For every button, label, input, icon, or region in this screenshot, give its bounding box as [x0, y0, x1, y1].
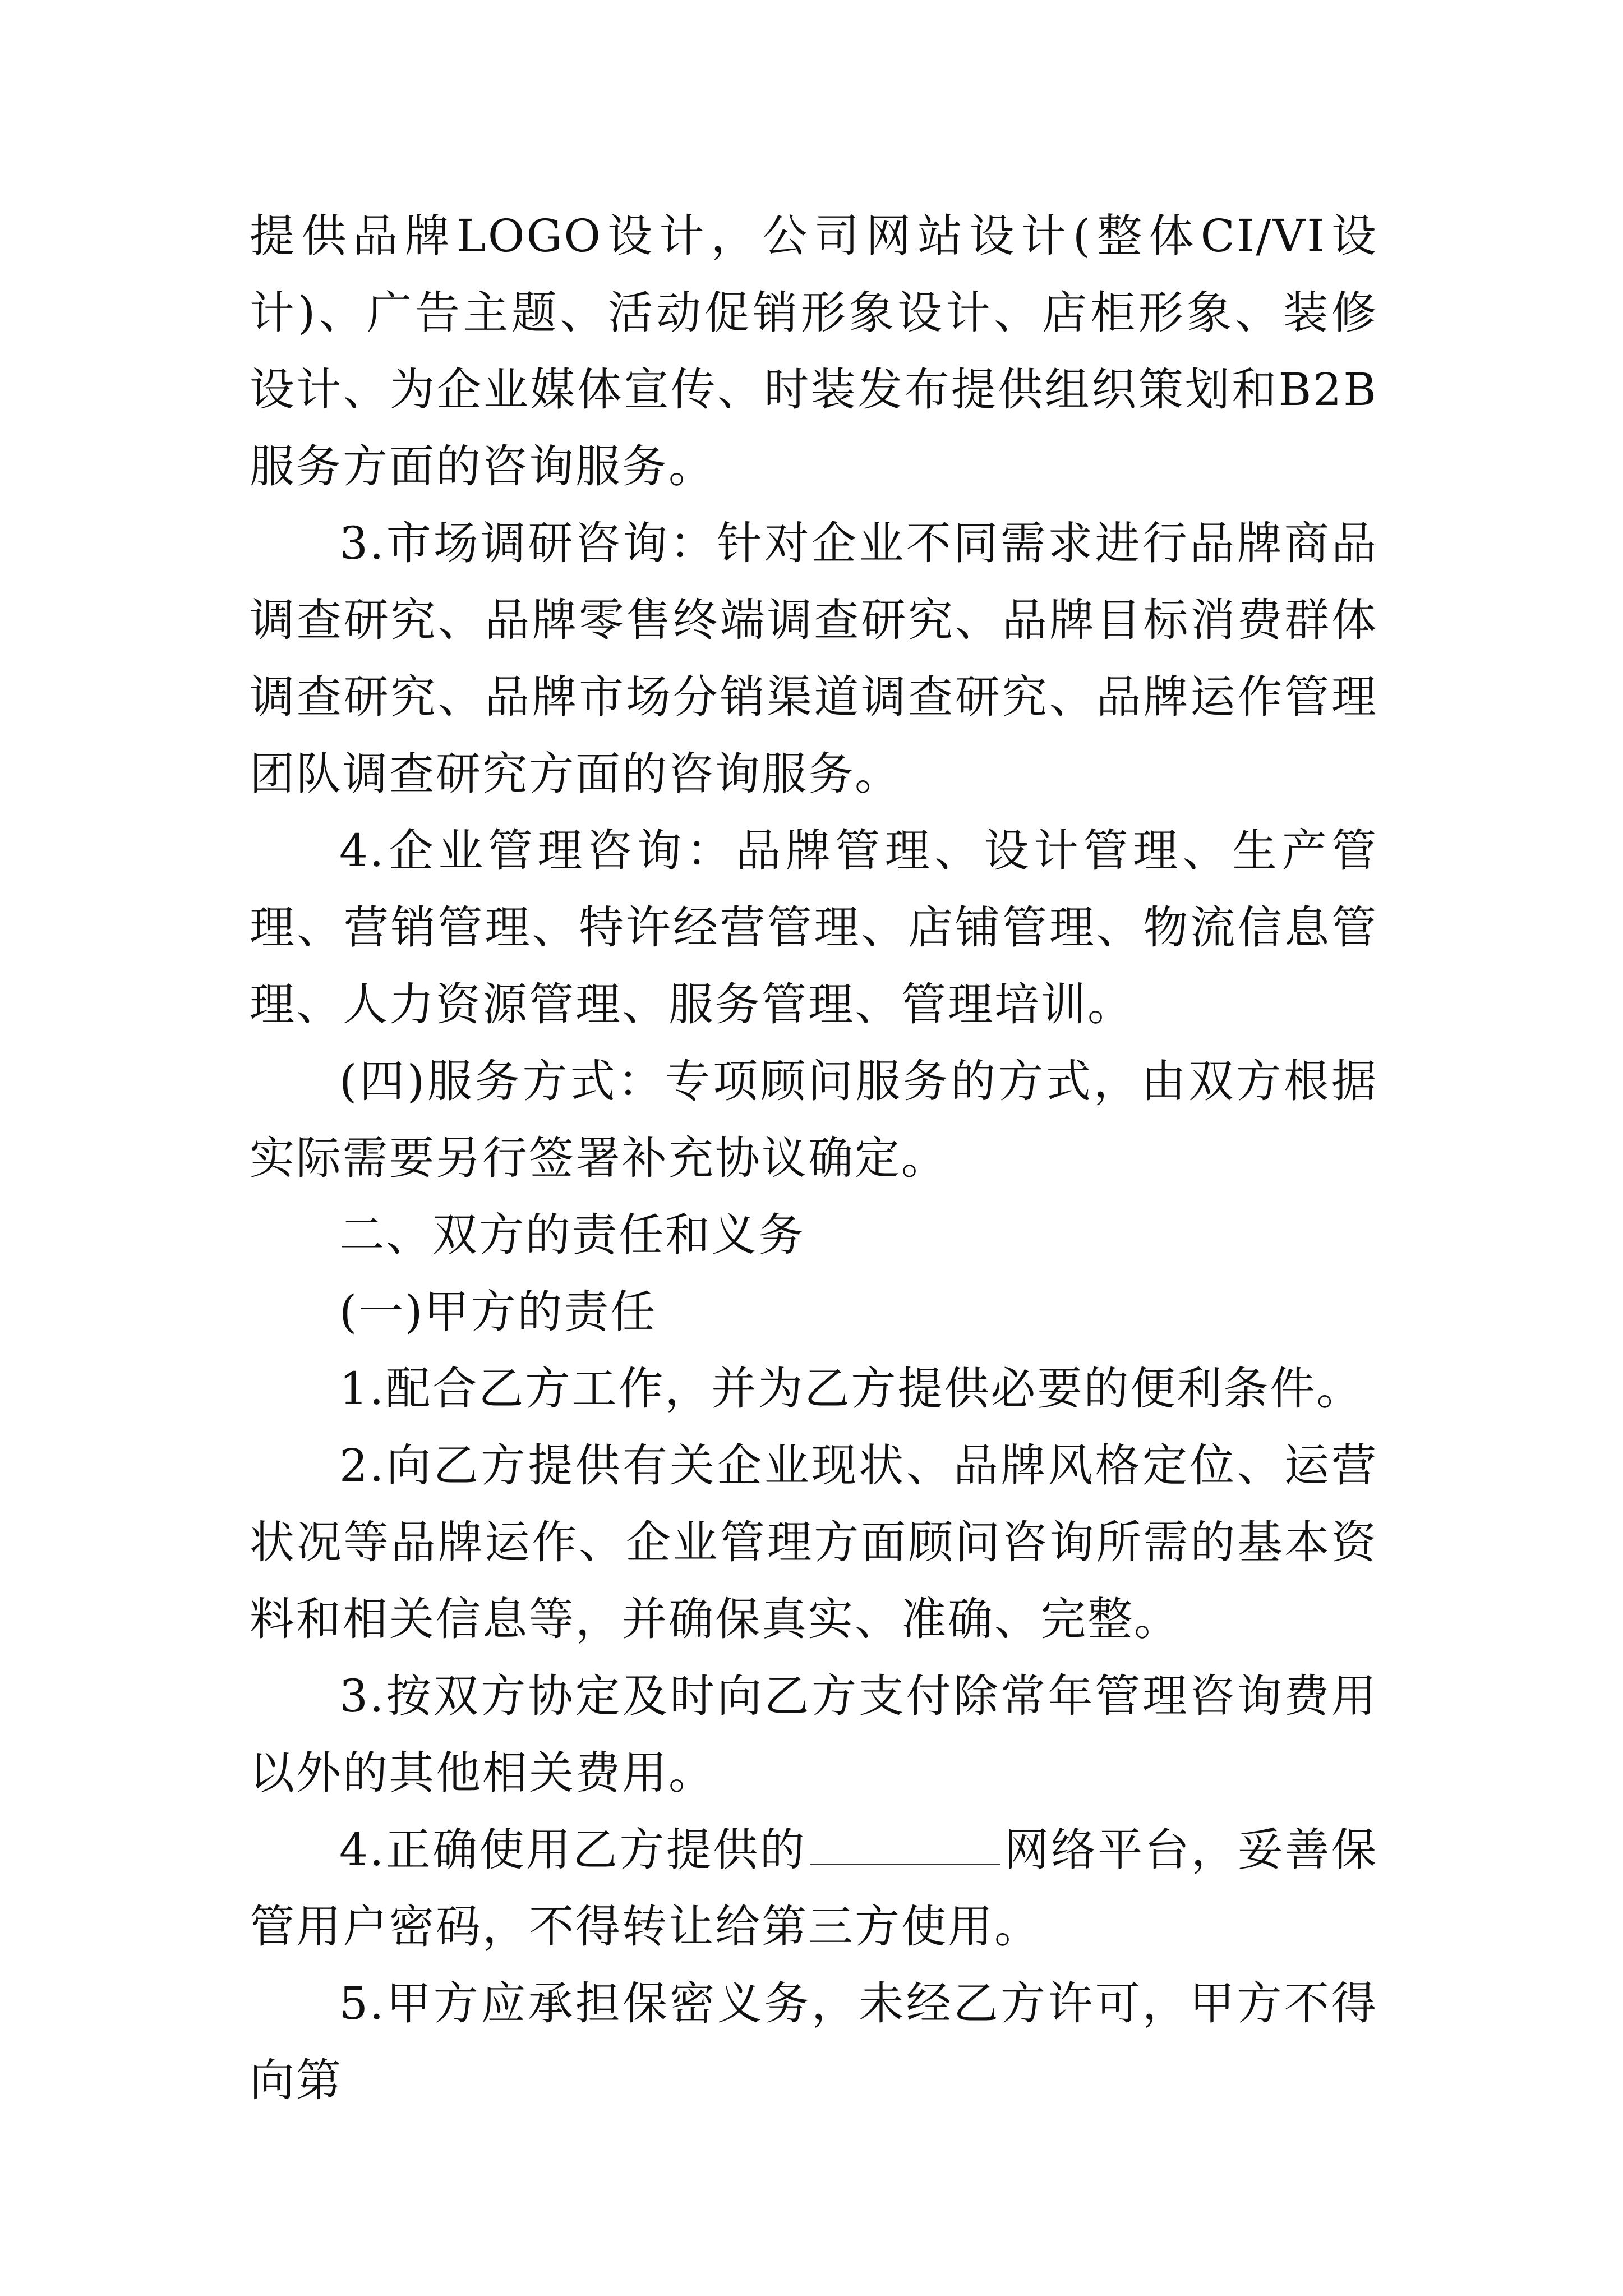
clause-4-text-before: 4.正确使用乙方提供的: [339, 1824, 807, 1876]
clause-2: 2.向乙方提供有关企业现状、品牌风格定位、运营状况等品牌运作、企业管理方面顾问咨询所需的基本资料和相关信息等，并确保真实、准确、完整。: [250, 1439, 1378, 1645]
clause-3: 3.按双方协定及时向乙方支付除常年管理咨询费用以外的其他相关费用。: [250, 1670, 1378, 1799]
document-body: [250, 197, 1378, 2119]
clause-4-text-after: 网络平台，妥善保管用户密码，不得转让给第三方使用。: [250, 1824, 1378, 1953]
blank-fill-line: [810, 1820, 1000, 1865]
subsection-heading-party-a: (一)甲方的责任: [339, 1286, 657, 1338]
paragraph-market-research: 3.市场调研咨询：针对企业不同需求进行品牌商品调查研究、品牌零售终端调查研究、品牌目标消费群体调查研究、品牌市场分销渠道调查研究、品牌运作管理团队调查研究方面的咨询服务。: [250, 517, 1378, 800]
clause-5: 5.甲方应承担保密义务，未经乙方许可，甲方不得向第: [250, 1977, 1378, 2106]
clause-4: [250, 1811, 1378, 1965]
paragraph-management-consulting: 4.企业管理咨询：品牌管理、设计管理、生产管理、营销管理、特许经营管理、店铺管理、物流信息管理、人力资源管理、服务管理、管理培训。: [250, 825, 1378, 1030]
section-heading-responsibilities: 二、双方的责任和义务: [339, 1209, 805, 1261]
paragraph-design-services: 提供品牌LOGO设计，公司网站设计(整体CI/VI设计)、广告主题、活动促销形象设计、店柜形象、装修设计、为企业媒体宣传、时装发布提供组织策划和B2B服务方面的咨询服务。: [250, 210, 1378, 493]
paragraph-service-method: (四)服务方式：专项顾问服务的方式，由双方根据实际需要另行签署补充协议确定。: [250, 1055, 1378, 1184]
clause-1: 1.配合乙方工作，并为乙方提供必要的便利条件。: [339, 1363, 1363, 1415]
